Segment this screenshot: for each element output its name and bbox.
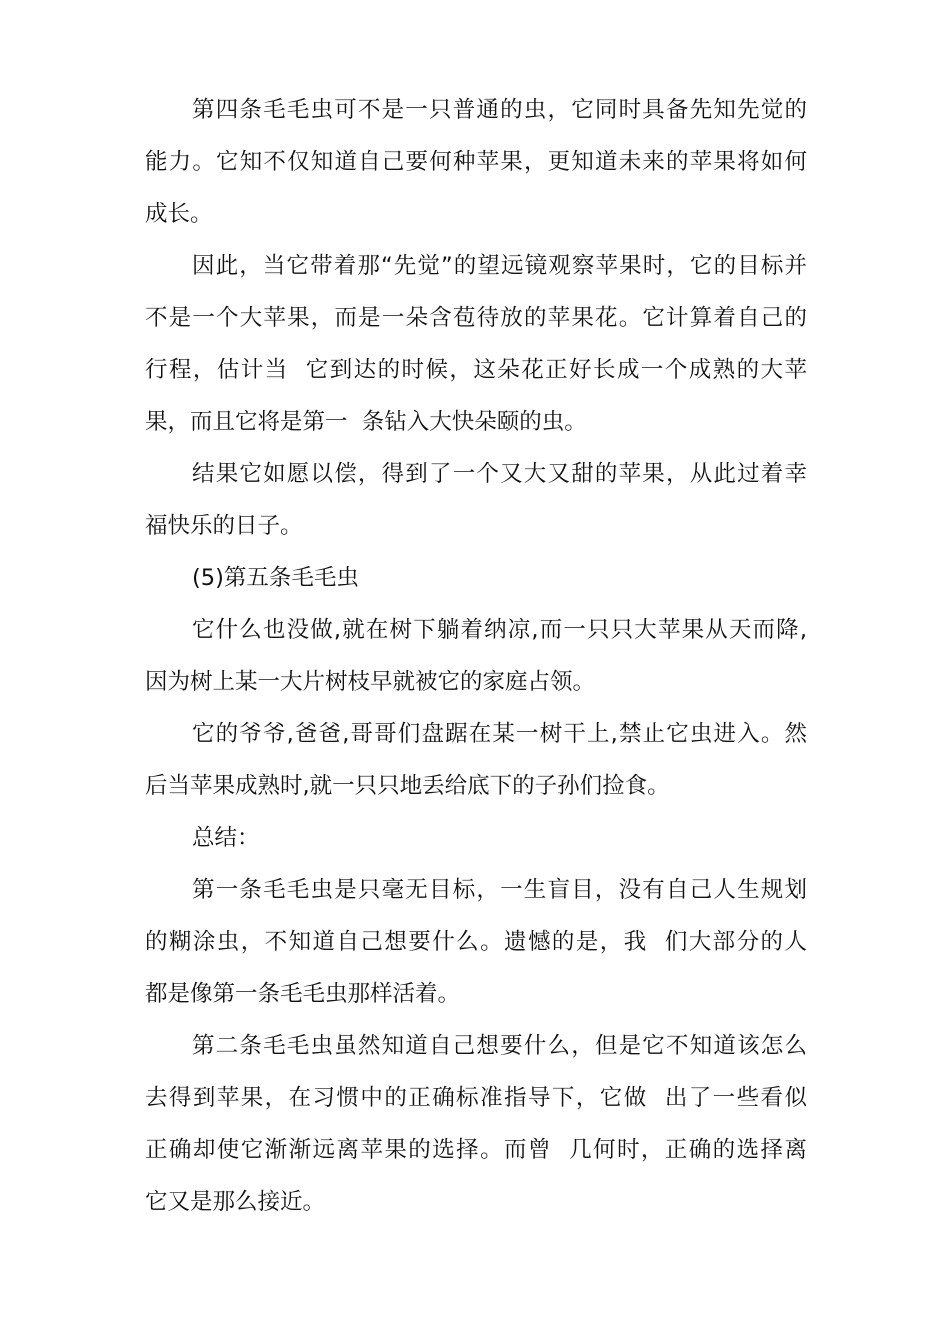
text-line: 行程，估计当 它到达的时候，这朵花正好长成一个成熟的大苹: [145, 357, 807, 383]
para-summary-first: [145, 864, 807, 1020]
text-line: 总结：: [192, 825, 260, 851]
text-line: 因为树上某一大片树枝早就被它的家庭占领。: [145, 669, 596, 695]
text-line: 福快乐的日子。: [145, 513, 303, 539]
text-line: 都是像第一条毛毛虫那样活着。: [145, 981, 461, 1007]
para-fifth-caterpillar-rest: [145, 604, 807, 708]
para-fifth-caterpillar-family: [145, 708, 807, 812]
text-line: 去得到苹果，在习惯中的正确标准指导下，它做 出了一些看似: [145, 1085, 807, 1111]
para-fourth-caterpillar-result: [145, 448, 807, 552]
heading-fifth-caterpillar: [145, 552, 807, 604]
body-text: [145, 84, 807, 1228]
text-line: 不是一个大苹果，而是一朵含苞待放的苹果花。它计算着自己的: [145, 305, 807, 331]
text-line: 后当苹果成熟时,就一只只地丢给底下的子孙们捡食。: [145, 773, 670, 799]
text-line: 正确却使它渐渐远离苹果的选择。而曾 几何时，正确的选择离: [145, 1137, 807, 1163]
heading-summary: [145, 812, 807, 864]
text-line: 它什么也没做,就在树下躺着纳凉,而一只只大苹果从天而降,: [192, 617, 807, 643]
text-line: 能力。它知不仅知道自己要何种苹果，更知道未来的苹果将如何: [145, 149, 807, 175]
para-fourth-caterpillar-plan: [145, 240, 807, 448]
text-line: 的糊涂虫，不知道自己想要什么。遗憾的是，我 们大部分的人: [145, 929, 807, 955]
text-line: 第一条毛毛虫是只毫无目标，一生盲目，没有自己人生规划: [192, 877, 807, 903]
text-line: 它的爷爷,爸爸,哥哥们盘踞在某一树干上,禁止它虫进入。然: [192, 721, 807, 747]
para-fourth-caterpillar-intro: [145, 84, 807, 240]
text-line: 它又是那么接近。: [145, 1189, 326, 1215]
text-line: 果，而且它将是第一 条钻入大快朵颐的虫。: [145, 409, 587, 435]
text-line: 因此，当它带着那“先觉”的望远镜观察苹果时，它的目标并: [192, 253, 807, 279]
text-line: 第四条毛毛虫可不是一只普通的虫，它同时具备先知先觉的: [192, 97, 807, 123]
text-line: 成长。: [145, 201, 213, 227]
para-summary-second: [145, 1020, 807, 1228]
text-line: (5)第五条毛毛虫: [192, 565, 359, 591]
text-line: 第二条毛毛虫虽然知道自己想要什么，但是它不知道该怎么: [192, 1033, 807, 1059]
text-line: 结果它如愿以偿，得到了一个又大又甜的苹果，从此过着幸: [192, 461, 807, 487]
